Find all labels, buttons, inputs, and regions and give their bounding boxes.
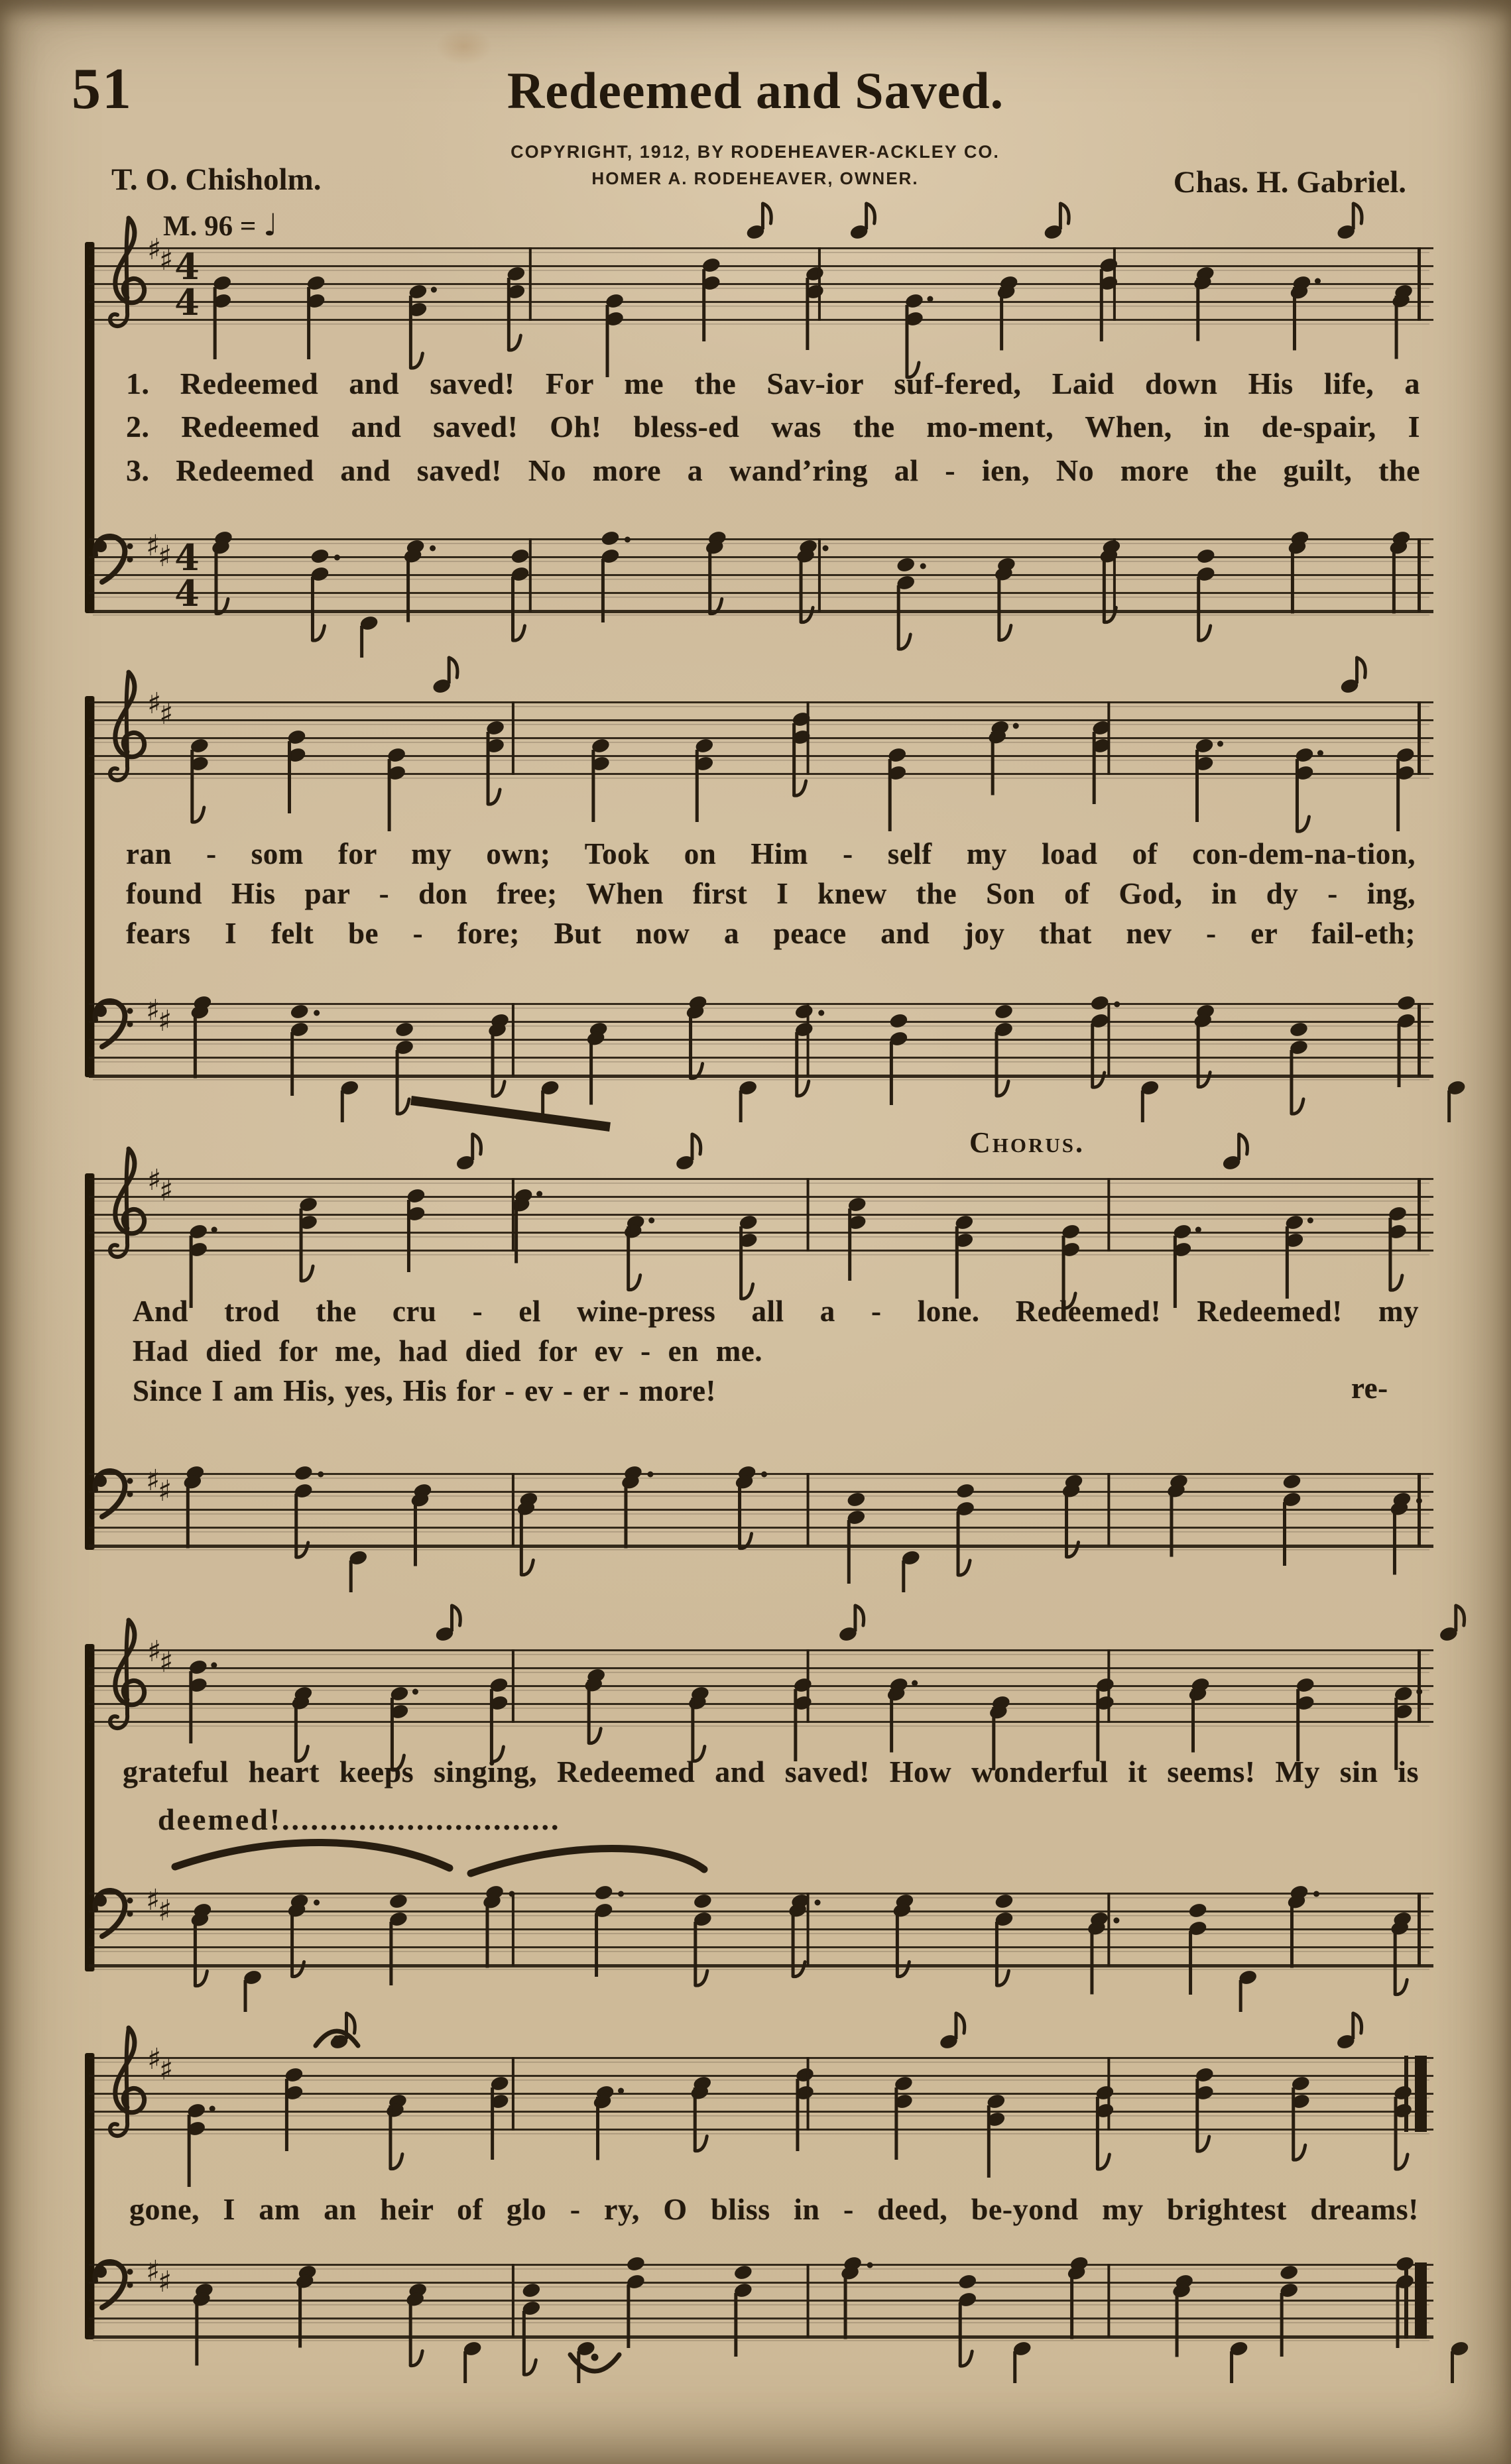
staff-engraving bbox=[89, 1883, 1433, 2012]
notes bbox=[190, 658, 1416, 831]
chorus-line-3: Since I am His, yes, His for - ev - er - more! bbox=[133, 1374, 716, 1407]
inverted-fermata-icon bbox=[565, 2347, 625, 2393]
system-3-treble-staff bbox=[86, 1132, 1435, 1304]
chorus-line-1: And trod the cru - el wine-press all a - lone. Redeemed! Redeemed! my bbox=[133, 1295, 1419, 1328]
verse-line-2: 2. Redeemed and saved! Oh! bless-ed was the mo-ment, When, in de-spair, I bbox=[126, 410, 1420, 443]
staff-engraving bbox=[89, 994, 1467, 1127]
notes bbox=[186, 2013, 1413, 2187]
svg-text:♯: ♯ bbox=[146, 1883, 160, 1917]
svg-text:♯: ♯ bbox=[159, 2053, 174, 2087]
staff-engraving bbox=[89, 2255, 1470, 2383]
svg-text:♯: ♯ bbox=[158, 1004, 172, 1038]
svg-text:♯: ♯ bbox=[146, 994, 160, 1027]
staff-engraving bbox=[89, 1134, 1433, 1308]
system-5-bass-staff bbox=[86, 2217, 1435, 2390]
hymn-number: 51 bbox=[72, 57, 133, 121]
svg-text:♯: ♯ bbox=[146, 1464, 160, 1497]
svg-text:4: 4 bbox=[174, 245, 200, 288]
chorus-echo-line: deemed!............................. bbox=[158, 1802, 561, 1836]
copyright-line-1: COPYRIGHT, 1912, BY RODEHEAVER-ACKLEY CO. bbox=[511, 142, 1000, 162]
staff-engraving bbox=[89, 1464, 1433, 1592]
system-2-treble-staff bbox=[86, 655, 1435, 827]
staff-engraving bbox=[89, 1606, 1465, 1771]
treble-clef-icon bbox=[110, 218, 145, 326]
svg-text:♯: ♯ bbox=[159, 1174, 174, 1208]
svg-text:♯: ♯ bbox=[147, 1635, 162, 1669]
tempo-label: M. 96 = bbox=[163, 211, 257, 242]
svg-text:♯: ♯ bbox=[147, 233, 162, 266]
system-3-bass-staff bbox=[86, 1427, 1435, 1599]
system-1-bass-staff bbox=[86, 492, 1435, 664]
svg-text:♯: ♯ bbox=[146, 2255, 160, 2288]
treble-clef-icon bbox=[110, 2028, 145, 2136]
svg-text:♯: ♯ bbox=[159, 1645, 174, 1679]
lyricist-name: T. O. Chisholm. bbox=[111, 162, 322, 197]
svg-text:4: 4 bbox=[174, 281, 200, 323]
system-5-treble-staff bbox=[86, 2011, 1435, 2183]
svg-text:♯: ♯ bbox=[146, 529, 160, 563]
svg-text:♯: ♯ bbox=[147, 2042, 162, 2076]
staff-engraving bbox=[89, 2013, 1433, 2187]
staff-engraving bbox=[89, 204, 1433, 377]
svg-text:♯: ♯ bbox=[147, 1163, 162, 1197]
svg-text:♯: ♯ bbox=[159, 697, 174, 731]
final-lyric-line: gone, I am an heir of glo - ry, O bliss in - deed, be-yond my brightest dreams! bbox=[129, 2192, 1419, 2226]
staff-engraving bbox=[89, 529, 1433, 658]
notes bbox=[212, 204, 1414, 377]
verse-continuation-line-1: ran - som for my own; Took on Him - self my load of con-dem-na-tion, bbox=[126, 837, 1416, 870]
svg-text:♯: ♯ bbox=[158, 2265, 172, 2299]
chorus-line-3-continuation: re- bbox=[1351, 1372, 1388, 1405]
verse-continuation-line-2: found His par - don free; When first I knew the Son of God, in dy - ing, bbox=[126, 877, 1416, 910]
system-4-treble-staff bbox=[86, 1603, 1435, 1775]
treble-clef-icon bbox=[110, 672, 145, 780]
quarter-note-icon: ♩ bbox=[263, 207, 278, 243]
chorus-label: Chorus. bbox=[969, 1126, 1085, 1159]
svg-text:♯: ♯ bbox=[159, 243, 174, 277]
svg-text:♯: ♯ bbox=[158, 540, 172, 573]
svg-text:♯: ♯ bbox=[158, 1894, 172, 1928]
chorus-line-2: Had died for me, had died for ev - en me. bbox=[133, 1334, 762, 1368]
verse-continuation-line-3: fears I felt be - fore; But now a peace and joy that nev - er fail-eth; bbox=[126, 917, 1416, 950]
fermata-icon bbox=[310, 2015, 363, 2052]
svg-text:4: 4 bbox=[174, 572, 200, 615]
verse-line-3: 3. Redeemed and saved! No more a wand’ring al - ien, No more the guilt, the bbox=[126, 453, 1420, 487]
composer-name: Chas. H. Gabriel. bbox=[1173, 165, 1406, 200]
melisma-slur-marks bbox=[166, 1830, 716, 1893]
verse-line-1: 1. Redeemed and saved! For me the Sav-ior suf-fered, Laid down His life, a bbox=[126, 367, 1420, 400]
svg-text:4: 4 bbox=[174, 536, 200, 579]
chorus-continuation-line: grateful heart keeps singing, Redeemed and saved! How wonderful it seems! My sin is bbox=[123, 1755, 1419, 1789]
svg-text:♯: ♯ bbox=[147, 687, 162, 721]
system-1-treble-staff bbox=[86, 201, 1435, 373]
copyright-line-2: HOMER A. RODEHEAVER, OWNER. bbox=[591, 168, 919, 188]
treble-clef-icon bbox=[110, 1620, 145, 1728]
staff-engraving bbox=[89, 658, 1433, 831]
notes bbox=[188, 1606, 1465, 1771]
system-2-bass-staff bbox=[86, 957, 1435, 1129]
treble-clef-icon bbox=[110, 1149, 145, 1257]
hymn-title: Redeemed and Saved. bbox=[507, 62, 1004, 119]
notes bbox=[188, 1134, 1408, 1308]
svg-text:♯: ♯ bbox=[158, 1474, 172, 1508]
